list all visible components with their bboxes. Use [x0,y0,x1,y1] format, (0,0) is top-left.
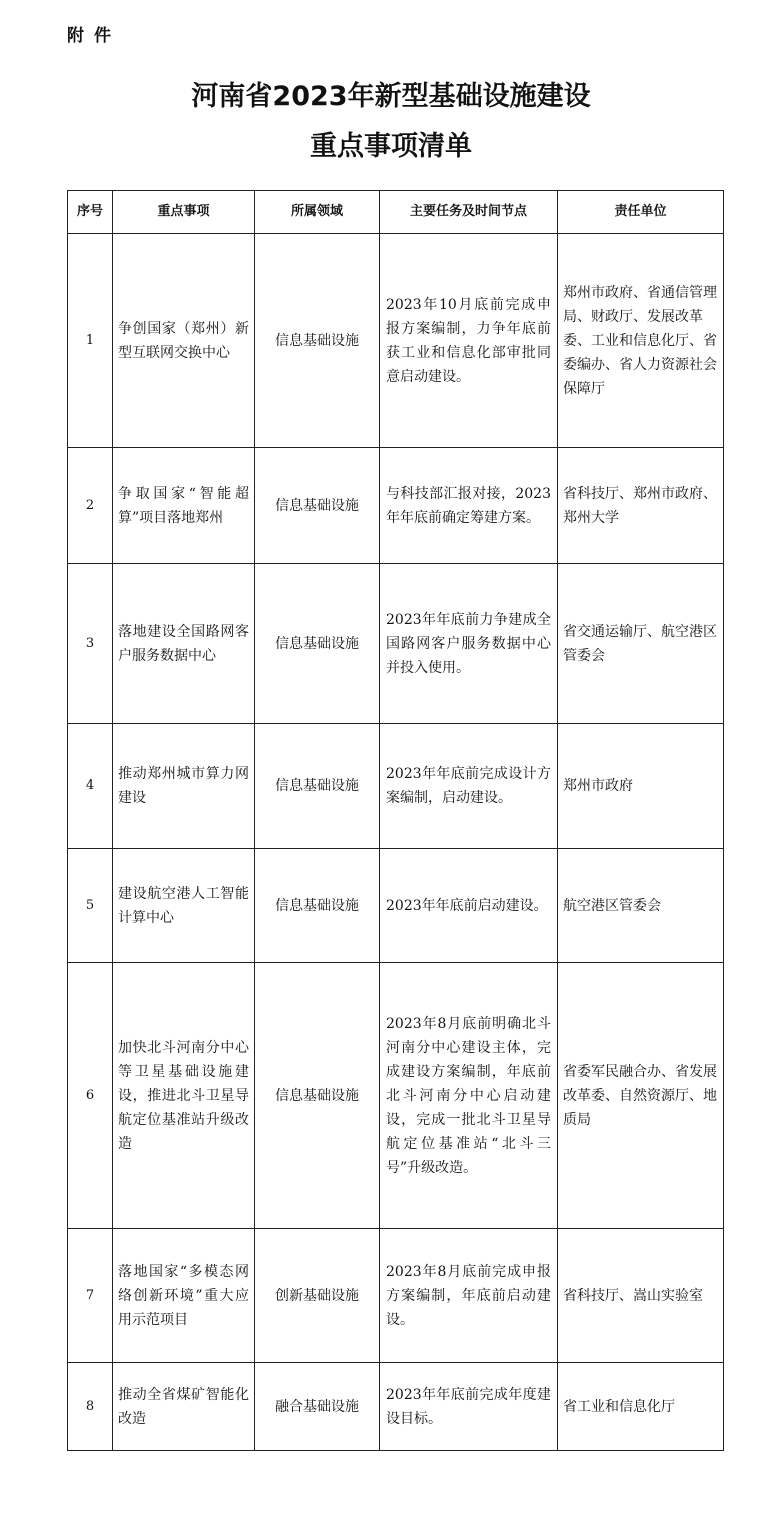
field-domain: 信息基础设施 [255,724,380,849]
row-number: 3 [68,564,113,724]
main-task: 2023年年底前启动建设。 [380,849,558,963]
key-item: 争创国家（郑州）新型互联网交换中心 [113,234,255,448]
responsible-unit: 省科技厅、嵩山实验室 [558,1229,724,1363]
document-subtitle: 重点事项清单 [310,131,472,162]
key-items-table [67,190,724,1451]
key-item: 推动郑州城市算力网建设 [113,724,255,849]
table-row [68,849,724,963]
field-domain: 信息基础设施 [255,963,380,1229]
document-title: 河南省2023年新型基础设施建设 [191,81,591,112]
main-task: 2023年年底前完成年度建设目标。 [380,1363,558,1451]
responsible-unit: 省交通运输厅、航空港区管委会 [558,564,724,724]
key-item: 争取国家“智能超算”项目落地郑州 [113,448,255,564]
field-domain: 融合基础设施 [255,1363,380,1451]
main-task: 2023年年底前完成设计方案编制，启动建设。 [380,724,558,849]
responsible-unit: 航空港区管委会 [558,849,724,963]
row-number: 5 [68,849,113,963]
table-header-row [68,191,724,234]
field-domain: 信息基础设施 [255,849,380,963]
main-task: 2023年10月底前完成申报方案编制，力争年底前获工业和信息化部审批同意启动建设。 [380,234,558,448]
row-number: 6 [68,963,113,1229]
main-task: 2023年年底前力争建成全国路网客户服务数据中心并投入使用。 [380,564,558,724]
responsible-unit: 省工业和信息化厅 [558,1363,724,1451]
main-task: 2023年8月底前完成申报方案编制，年底前启动建设。 [380,1229,558,1363]
responsible-unit: 郑州市政府 [558,724,724,849]
key-item: 落地建设全国路网客户服务数据中心 [113,564,255,724]
table-row [68,724,724,849]
header-field: 所属领域 [255,191,380,234]
table-row [68,1363,724,1451]
key-item: 建设航空港人工智能计算中心 [113,849,255,963]
row-number: 8 [68,1363,113,1451]
key-item: 落地国家“多模态网络创新环境”重大应用示范项目 [113,1229,255,1363]
attachment-label: 附件 [67,26,121,46]
table-row [68,234,724,448]
main-task: 2023年8月底前明确北斗河南分中心建设主体，完成建设方案编制，年底前北斗河南分中心启动建设，完成一批北斗卫星导航定位基准站“北斗三号”升级改造。 [380,963,558,1229]
header-unit: 责任单位 [558,191,724,234]
header-no: 序号 [68,191,113,234]
main-task: 与科技部汇报对接，2023年年底前确定筹建方案。 [380,448,558,564]
table-row [68,963,724,1229]
field-domain: 信息基础设施 [255,448,380,564]
responsible-unit: 省科技厅、郑州市政府、郑州大学 [558,448,724,564]
key-item: 推动全省煤矿智能化改造 [113,1363,255,1451]
row-number: 4 [68,724,113,849]
field-domain: 信息基础设施 [255,564,380,724]
row-number: 7 [68,1229,113,1363]
header-item: 重点事项 [113,191,255,234]
responsible-unit: 郑州市政府、省通信管理局、财政厅、发展改革委、工业和信息化厅、省委编办、省人力资源社会保障厅 [558,234,724,448]
table-row [68,1229,724,1363]
field-domain: 创新基础设施 [255,1229,380,1363]
key-item: 加快北斗河南分中心等卫星基础设施建设，推进北斗卫星导航定位基准站升级改造 [113,963,255,1229]
field-domain: 信息基础设施 [255,234,380,448]
row-number: 2 [68,448,113,564]
table-row [68,564,724,724]
responsible-unit: 省委军民融合办、省发展改革委、自然资源厅、地质局 [558,963,724,1229]
row-number: 1 [68,234,113,448]
table-row [68,448,724,564]
header-task: 主要任务及时间节点 [380,191,558,234]
